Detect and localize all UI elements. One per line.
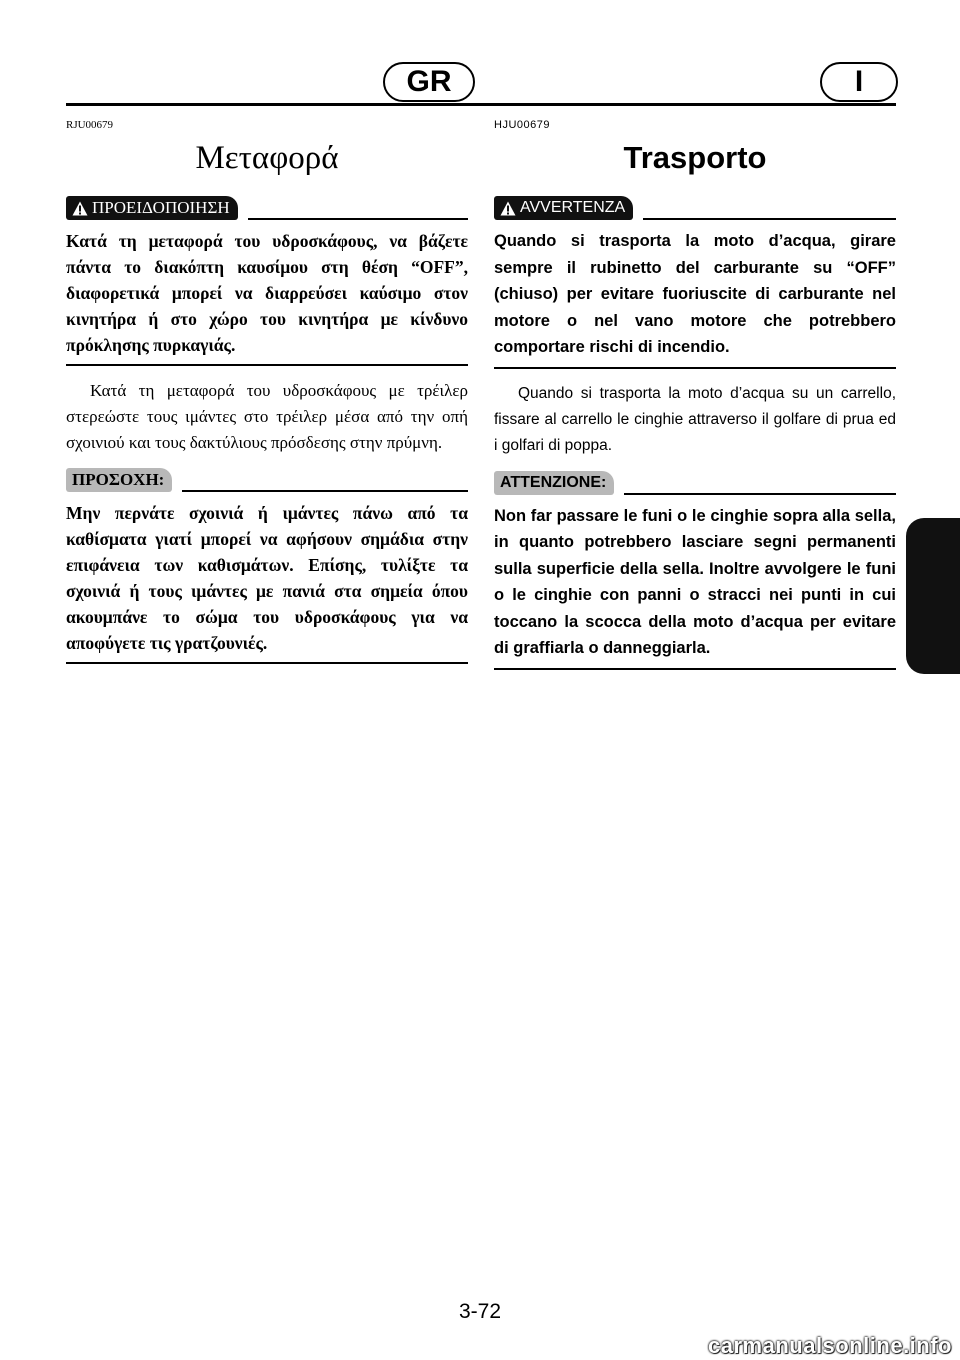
language-label-italian: I bbox=[820, 62, 898, 102]
warning-text: Quando si trasporta la moto d’acqua, girare sempre il rubinetto del carburante su “OFF” (chiuso) per evitare fuoriuscite di carburante nel motore o nel vano motore che potrebbero comportare rischi di incendio. bbox=[494, 228, 896, 369]
caution-badge bbox=[66, 468, 172, 492]
caution-text: Μην περνάτε σχοινιά ή ιμάντες πάνω από τα καθίσματα γιατί μπορεί να αφήσουν σημάδια στην επιφάνεια των καθισμάτων. Επίσης, τυλίξτε τα σχοινιά ή τους ιμάντες με πανιά στα σημεία όπου ακουμπάνε το σώμα του υδροσκάφους για να αποφύγετε τις γρατζουνιές. bbox=[66, 500, 468, 664]
language-label-greek: GR bbox=[383, 62, 475, 102]
italian-column bbox=[494, 118, 896, 676]
warning-triangle-icon bbox=[72, 201, 88, 216]
warning-badge bbox=[66, 196, 238, 220]
section-code: RJU00679 bbox=[66, 119, 114, 131]
body-paragraph: Κατά τη μεταφορά του υδροσκάφους με τρέιλερ στερεώστε τους ιμάντες στο τρέιλερ μέσα από την οπή σχοινιού και τους δακτύλιους πρόσδεσης στην πρύμνη. bbox=[66, 381, 468, 452]
warning-text: Κατά τη μεταφορά του υδροσκάφους, να βάζετε πάντα το διακόπτη καυσίμου στη θέση “OFF”, διαφορετικά μπορεί να διαρρεύσει καύσιμο στον κινητήρα ή στο χώρο του κινητήρα με κίνδυνο πρόκλησης πυρκαγιάς. bbox=[66, 228, 468, 366]
warning-header-rule bbox=[643, 218, 896, 220]
warning-header bbox=[66, 194, 468, 220]
warning-badge bbox=[494, 196, 633, 220]
warning-label: AVVERTENZA bbox=[520, 199, 626, 216]
section-title: Trasporto bbox=[623, 140, 767, 175]
caution-header-rule bbox=[624, 493, 896, 495]
page-number: 3-72 bbox=[458, 1300, 502, 1323]
warning-header-rule bbox=[248, 218, 468, 220]
warning-label: ΠΡΟΕΙΔΟΠΟΙΗΣΗ bbox=[92, 198, 230, 217]
body-paragraph: Quando si trasporta la moto d’acqua su un carrello, fissare al carrello le cinghie attraverso il golfare di prua ed i golfari di poppa. bbox=[494, 384, 896, 454]
caution-header bbox=[494, 469, 896, 495]
warning-header bbox=[494, 194, 896, 220]
caution-label: ΠΡΟΣΟΧΗ: bbox=[72, 470, 165, 489]
caution-label: ATTENZIONE: bbox=[500, 473, 607, 491]
chapter-side-tab bbox=[906, 518, 960, 674]
caution-header bbox=[66, 466, 468, 492]
caution-badge bbox=[494, 471, 614, 495]
section-code: HJU00679 bbox=[494, 119, 550, 131]
watermark: carmanualsonline.info bbox=[708, 1333, 952, 1358]
caution-text: Non far passare le funi o le cinghie sopra alla sella, in quanto potrebbero lasciare segni permanenti sulla superficie della sella. Inoltre avvolgere le funi o le cinghie con panni o stracci nei punti in cui toccano la scocca della moto d’acqua per evitare di graffiarla o danneggiarla. bbox=[494, 503, 896, 670]
caution-header-rule bbox=[182, 490, 468, 492]
warning-triangle-icon bbox=[500, 201, 516, 216]
section-title: Μεταφορά bbox=[195, 140, 339, 176]
header-rule bbox=[66, 103, 896, 106]
greek-column bbox=[66, 118, 468, 670]
